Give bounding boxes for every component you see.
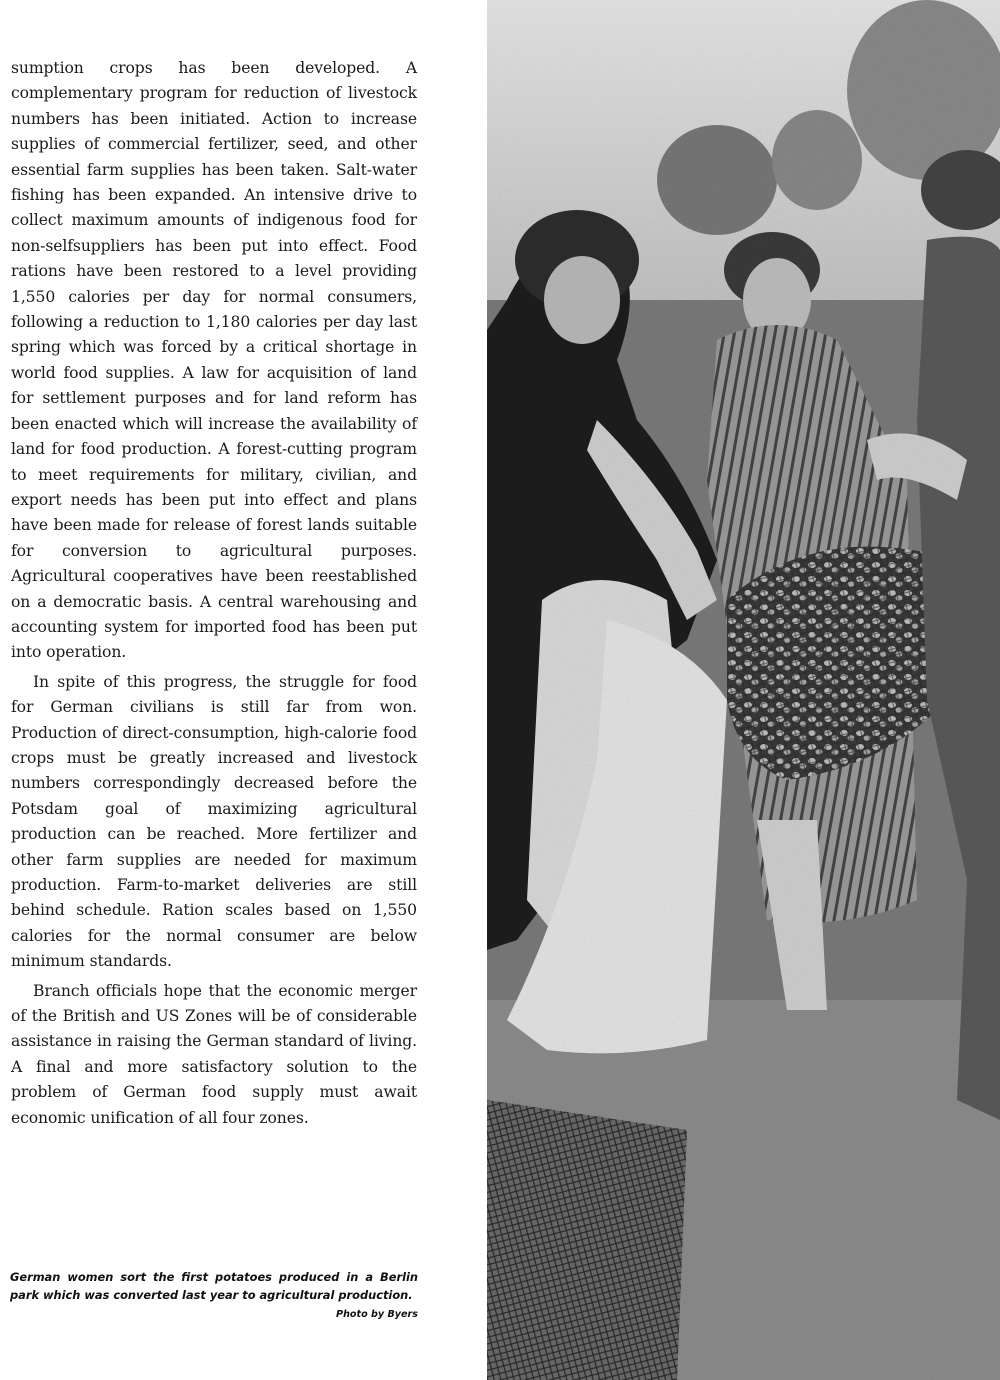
article-column bbox=[11, 56, 417, 1131]
caption-text: German women sort the first potatoes produced in a Berlin park which was converted last year to agricultural production. bbox=[10, 1270, 418, 1303]
paragraph-2: In spite of this progress, the struggle for food for German civilians is still far from won. Production of direct-consumption, high-calorie food crops must be greatly increased and livestock numbers correspondingly decreased before the Potsdam goal of maximizing agricultural production can be reached. More fertilizer and other farm supplies are needed for maximum production. Farm-to-market deliveries are still behind schedule. Ration scales based on 1,550 calories for the normal consumer are below minimum standards. bbox=[11, 672, 417, 971]
paragraph-1: sumption crops has been developed. A complementary program for reduction of livestock numbers has been initiated. Action to increase supplies of commercial fertilizer, seed, and other essential farm supplies has been taken. Salt-water fishing has been expanded. An intensive drive to collect maximum amounts of indigenous food for non-selfsuppliers has been put into effect. Food rations have been restored to a level providing 1,550 calories per day for normal consumers, following a reduction to 1,180 calories per day last spring which was forced by a critical shortage in world food supplies. A law for acquisition of land for settlement purposes and for land reform has been enacted which will increase the availability of land for food production. A forest-cutting program to meet requirements for military, civilian, and export needs has been put into effect and plans have been made for release of forest lands suitable for conversion to agricultural purposes. Agricultural cooperatives have been reestablished on a democratic basis. A central warehousing and accounting system for imported food has been put into operation. bbox=[11, 59, 417, 662]
photograph bbox=[487, 0, 1000, 1380]
photo-caption bbox=[10, 1268, 418, 1324]
photo-illustration bbox=[487, 0, 1000, 1380]
paragraph-3: Branch officials hope that the economic merger of the British and US Zones will be of considerable assistance in raising the German standard of living. A final and more satisfactory solution to the problem of German food supply must await economic unification of all four zones. bbox=[11, 981, 417, 1127]
photo-credit: Photo by Byers bbox=[336, 1308, 418, 1320]
